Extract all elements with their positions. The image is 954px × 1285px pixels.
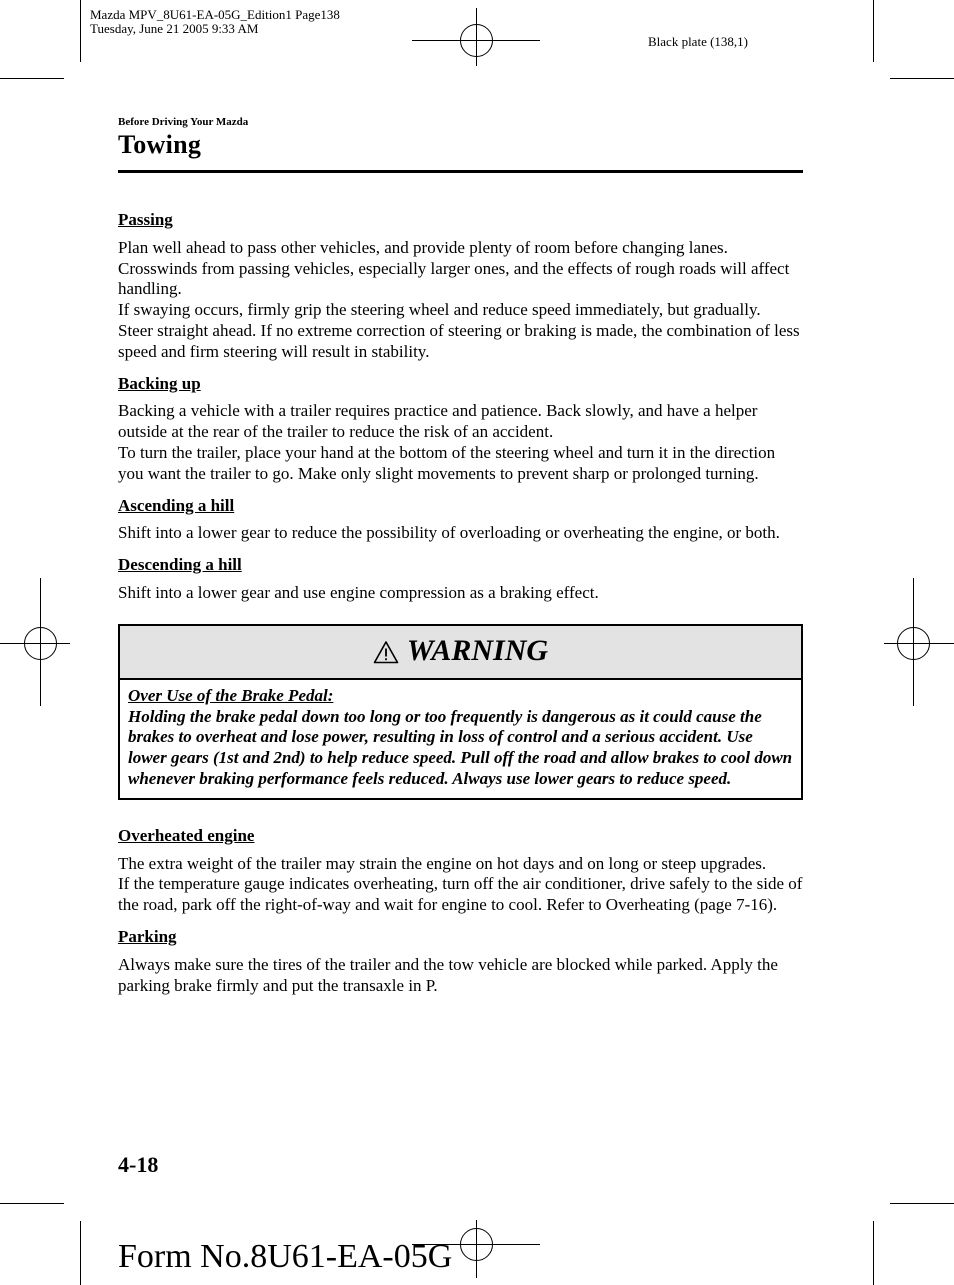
section-heading: Parking <box>118 926 177 946</box>
warning-subheading: Over Use of the Brake Pedal: <box>128 685 334 705</box>
section-heading: Ascending a hill <box>118 495 235 515</box>
warning-box <box>118 624 803 800</box>
main-content <box>118 210 803 1007</box>
section-descending-hill <box>118 555 803 604</box>
paragraph: The extra weight of the trailer may strain the engine on hot days and on long or steep upgrades. <box>118 853 767 873</box>
section-heading: Backing up <box>118 373 201 393</box>
plate-label: Black plate (138,1) <box>648 34 748 49</box>
section-heading: Passing <box>118 210 173 229</box>
warning-header <box>120 626 801 680</box>
section-parking <box>118 927 803 996</box>
section-ascending-hill <box>118 496 803 545</box>
section-heading: Descending a hill <box>118 555 242 575</box>
page-number: 4-18 <box>118 1152 159 1177</box>
paragraph: Backing a vehicle with a trailer requires practice and patience. Back slowly, and have a helper outside at the rear of the trailer to reduce the risk of an accident. <box>118 401 758 442</box>
paragraph: If swaying occurs, firmly grip the steering wheel and reduce speed immediately, but gradually. <box>118 300 761 320</box>
section-label: Before Driving Your Mazda <box>118 116 249 128</box>
print-info-line1: Mazda MPV_8U61-EA-05G_Edition1 Page138 <box>90 7 340 22</box>
paragraph: If the temperature gauge indicates overheating, turn off the air conditioner, drive safely to the side of the road, park off the right-of-way and wait for engine to cool. Refer to Overheating (page 7-16). <box>118 874 803 915</box>
paragraph: Steer straight ahead. If no extreme correction of steering or braking is made, the combination of less speed and firm steering will result in stability. <box>118 320 800 361</box>
warning-title: WARNING <box>406 634 549 668</box>
print-info <box>90 8 340 36</box>
section-overheated-engine <box>118 826 803 916</box>
title-divider <box>118 170 803 173</box>
print-info-line2: Tuesday, June 21 2005 9:33 AM <box>90 21 259 36</box>
paragraph: Shift into a lower gear and use engine compression as a braking effect. <box>118 582 599 602</box>
page-title: Towing <box>118 130 202 159</box>
paragraph: Plan well ahead to pass other vehicles, and provide plenty of room before changing lanes. <box>118 237 728 257</box>
section-backing-up <box>118 374 803 485</box>
paragraph: To turn the trailer, place your hand at the bottom of the steering wheel and turn it in the direction you want the trailer to go. Make only slight movements to prevent sharp or prolonged turning. <box>118 442 776 483</box>
form-number: Form No.8U61-EA-05G <box>118 1238 453 1275</box>
paragraph: Crosswinds from passing vehicles, especially larger ones, and the effects of rough roads will affect handling. <box>118 258 790 299</box>
section-heading: Overheated engine <box>118 825 255 845</box>
warning-triangle-icon <box>373 640 399 664</box>
warning-text: Holding the brake pedal down too long or too frequently is dangerous as it could cause the brakes to overheat and lose power, resulting in loss of control and a serious accident. Use lower gears (1st and 2nd) to help reduce speed. Pull off the road and allow brakes to cool down whenever braking performance feels reduced. Always use lower gears to reduce speed. <box>128 706 793 788</box>
warning-body <box>120 680 801 798</box>
section-passing <box>118 210 803 363</box>
paragraph: Always make sure the tires of the trailer and the tow vehicle are blocked while parked. Apply the parking brake firmly and put the transaxle in P. <box>118 954 778 995</box>
paragraph: Shift into a lower gear to reduce the possibility of overloading or overheating the engine, or both. <box>118 523 780 543</box>
